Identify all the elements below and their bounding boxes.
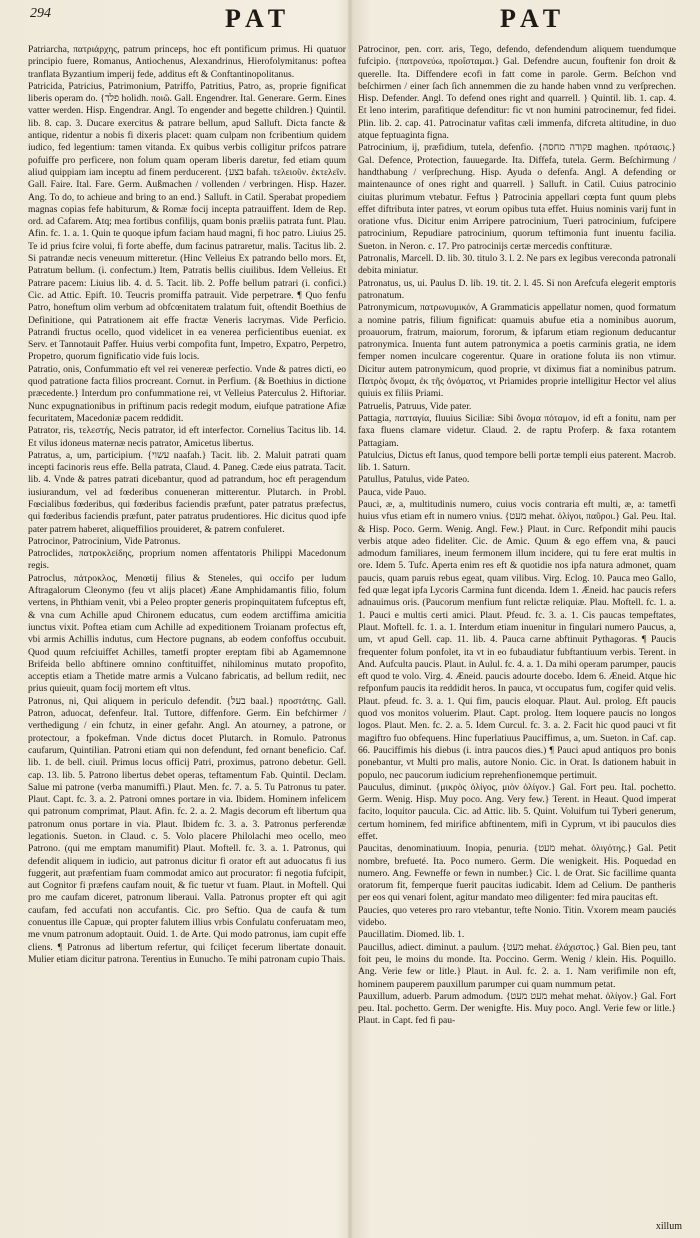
running-header-right: PAT xyxy=(500,4,567,33)
right-column xyxy=(358,44,676,1228)
dictionary-entry: Paucillatim. Diomed. lib. 1. xyxy=(358,929,465,941)
dictionary-entry: Patulcius, Dictus eft Ianus, quod tempore belli portæ templi eius paterent. Macrob. lib. 1. Saturn. xyxy=(358,449,676,474)
dictionary-entry: Patronatus, us, ui. Paulus D. lib. 19. tit. 2. l. 45. Si non Arefcufa elegerit emptoris patronatum. xyxy=(358,277,676,301)
catchword: xillum xyxy=(655,1221,682,1232)
dictionary-entry: Patrator, ris, τελεστής, Necis patrator, id eft interfector. Cornelius Tacitus lib. 14. Et vilus idoneus maternæ necis patrator, Amicetus libertus. xyxy=(28,425,346,449)
dictionary-entry: Patratus, a, um, participium. {עשוי naafah.} Tacit. lib. 2. Maluit patrati quam incepti facinoris reus effe. Bella patrata, Claud. 4. Paneg. Cæde eius patrata. Tacit. lib. 4. Vnde & patres patrati dicebantur, quod ad patrandum, hoc eft peragendum iusiurandum, vel ad fœderibus conueneran mitterentur. Plutarch. in Probl. Fœcialibus fœderibus, qui fœderibus faciendis præfunt, pater patratus præfectus, qui fœderibus faciendis præfunt, pater patratus prudentiores. Hic dicitus quod ipfe pater patrem haberet, aliqueffilios prouideret, & patrem confuleret. xyxy=(28,449,346,535)
dictionary-entry: Patroclus, πάτροκλος, Menœtij filius & Steneles, qui occifo per ludum Aftragalorum Cleonymo (feu vt alijs placet) Æane Amphidamantis filio, folum vertens, in Phthiam venit, vbi a Peleo propter generis propinquitatem fufceptus eft, & vna cum Achille apud Chironem educatus, cum eodem arctiffima amicitia iunctus vixit. Poftea etiam cum Achille ad expeditionem Troianam profectus eft, vbi armis Achillis indutus, cum Hectore pugnans, ab eodem confoffus occubuit. Quod quum refciuiffet Achilles, tametfi propter ereptam fibi ab Agamemnone Brifeida bello abftinere omnino conftituiffet, nihilominus mutato propofito, acceptis etiam a Thetide matre armis a Vulcano fabricatis, ad bellum rediit, nec prius quieuit, quam focij mortem eft vltus. xyxy=(28,572,346,695)
dictionary-entry: Paucillus, adiect. diminut. a paulum. {מעט mehat. ἐλάχιστος.} Gal. Bien peu, tant foit peu, le moins du monde. Ita. Poccino. Germ. Wenig / klein. His. Poquillo. Ang. Verie few or litle.} Plaut. in Aul. fc. 2. a. 1. Nam verifimile non eft, hominem pauperem pauxillum parumper cui quam nummum petat. xyxy=(358,941,676,990)
dictionary-entry: Patrocinium, ij, præfidium, tutela, defenfio. {פקודה מחסה maghen. πρότασις.} Gal. Defence, Protection, fauuegarde. Ita. Diffefa, tutela. Germ. Beſchirmung / handthabung / verſprechung. Hisp. Ayuda o defenfa. Angl. A defending or maintenaunce of ones right and quarrell. } Salluft. in Catil. Cuius patrocinio ciuitas plurimum vtebatur. Feftus } Patrocinia appellari cœpta funt quum plebs effet diftributa inter patres, vt eorum opibus tuta effet. Huius nominis varij funt in oratione vfus. Dicitur enim Arripere patrocinium, Tueri patrocinium, fufcipere patrocinium, Repudiare patrocinium, quorum teftimonia funt inuentu facilia. Sueton. in Neron. c. 17. Pro patrocinijs certæ mercedis conftituræ. xyxy=(358,142,676,252)
dictionary-entry: Patrocinor, pen. corr. aris, Tego, defendo, defendendum aliquem tuendumque fufcipio. {πατρονεύω, προΐσταμαι.} Gal. Defendre aucun, fouftenir fon droit & querelle. Ita. Diffendere ecofi in fatt come in parole. Germ. Beſchon vnd beſchirmen / einer ſach ſich annemmen die zu hande haben vnnd zu verſprechen. Hisp. Defender. Angl. To defend ones right and quarrell. } Quintil. lib. 1. cap. 4. Et leno interim, parafitique defenditur: fic vt non humini patrocinemur, fed fidei. Plin. lib. 2. cap. 41. Patrocinatur vafitas cæli immenfa, difcreta altitudine, in duo atque feptuaginta figna. xyxy=(358,44,676,142)
dictionary-entry: Pauci, æ, a, multitudinis numero, cuius vocis contraria eft multi, æ, a: tametfi huius vfus etiam eft in numero vnius. {מעט mehat. ὀλίγοι, παῦροι.} Gal. Peu. Ital. & Hisp. Poco. Germ. Wenig. Angl. Few.} Plaut. in Curc. Refpondit mihi paucis verbis atque adeo fideliter. Cic. de Amic. Quum & ego effem vna, & pauci admodum familiares, ineum fermonem illum incidere, qui tu fere erat multis in ore. Idem 5. Tufc. Aperta enim res eft & quotidie nos ipfa natura admonet, quam paucis, quam paruis rebus egeat, quam vilibus. Virg. Eclog. 10. Pauca meo Gallo, fed quæ legat ipfa Lycoris Carmina funt dicenda. Idem 1. Æneid. hac paucis refers adnauimus oris. (Paucorum menfium funt relictæ reliquiæ. Plau. Moftell. fc. 1. a. 1. Pauci e multis certi amici. Plaut. Pfeud. fc. 3. a. 1. Cis paucas tempeftates, Plaut. Moftell. fc. 1. a. 1. Interdum etiam inuenitur in fingulari numero Paucus, a, um, vt apud Gell. cap. 11. lib. 4. Pauca carne abftinuit Pythagoras. ¶ Paucis frequenter folum ponfolet, ita vt in eo fubaudiatur fubftantiuum verbis. Terent. in And. Aufculta paucis. Plaut. in Aulul. fc. 4. a. 1. Da mihi operam parumper, paucis eft quod te volo. Virg. 4. Æneid. paucis adourte docebo. Idem 6. Æneid. Atque hic refponfum paucis ita reddidit heros. In pauca, vt occupatus fum, cogifer quid velis. Plaut. pfeud. fc. 3. a. 1. Qui fim, paucis eloquar. Plaut. Aul. prolog. Eft paucis quod vos monitos voluerim. Plaut. Capt. prolog. Item loquere paucis no longos logos. Plaut. Men. fc. 2. a. 5. Idem Curcul. fc. 3. a. 2. Facit hic quod pauci vt fit magiftro fuo obfequens. Hinc fuperlatiuus Pauciffimus, a, um. Sueton. in Caf. cap. 66. Pauciffimis his diebus (i. intra paucos dies.) ¶ Pauci apud antiquos pro bonis ponebantur, vt Multi pro malis, autore Nonio. Cic. in Orat. Is dationem habuit in populo, nec paucorum iudicium reprehenfionemque pertimuit. xyxy=(358,498,676,781)
dictionary-entry: Paucitas, denominatiuum. Inopia, penuria. {מעט mehat. ὀλιγότης.} Gal. Petit nombre, brefueté. Ita. Poco numero. Germ. Die wenigkeit. His. Poquedad en numero. Ang. Fewneffe or fewn in number.} Cic. l. de Orat. Sic facillime quanta oratorum fit, femperque fuerit paucitas iudicabit. Idem ad Celium. De pantheris per eos qui venari folent, agitur mandato meo diligenter: fed mira paucitas eft. xyxy=(358,843,676,904)
dictionary-entry: Pattagia, πατταγία, fluuius Siciliæ: Sibi ὄνομα πόταμον, id eft a fonitu, nam per faxa fluens clamare videtur. Claud. 2. de raptu Proferp. & faxa rotantem Pattagiam. xyxy=(358,412,676,449)
dictionary-entry: Patruelis, Patruus, Vide pater. xyxy=(358,400,472,412)
left-column xyxy=(28,44,346,1228)
dictionary-entry: Paucies, quo veteres pro raro vtebantur, tefte Nonio. Titin. Vxorem meam pauciés videbo. xyxy=(358,904,676,929)
dictionary-entry: Patriarcha, πατριάρχης, patrum princeps, hoc eft pontificum primus. Hi quatuor principio fuere, Romanus, Antiochenus, Alexandrinus, Hierofolymitanus: poftea tranflata Byzantium imperij fede, additus eft & Conftantinopolitanus. xyxy=(28,44,346,80)
dictionary-entry: Patullus, Patulus, vide Pateo. xyxy=(358,474,470,486)
dictionary-entry: Patronus, ni, Qui aliquem in periculo defendit. {בעל baal.} προστάτης. Gall. Patron, aduocat, defenfeur. Ital. Tuttore, diffenfore. Germ. Ein befchirmer / verthedigung / ein fchutz, in einer gefahr. Angl. An atourney, a patrone, or protectour, a fpokefman. Vnde dictus docet Plutarch. in Romulo. Patronus caufarum, Quintilian. Patroni etiam qui non defendunt, fed ornant beneficio. Caf. lib. 1. de bell. ciuil. Primus locus officij Patri, proximus, patrono debetur. Gell. cap. 13. lib. 5. Patrono libertus debet operas, teftamentum Fab. Quintil. Declam. Salue mi patrone (verba manumiffi.) Plaut. Men. fc. 7. a. 5. Tu Patronus tu pater. Plaut. Capt. fc. 3. a. 2. Patroni omnes portare in via. Ibidem. Hominem infelicem qui patronum comprimat, Plaut. Afin. fc. 2. a. 2. Magis decorum eft libertum qua patronum onus portare in via. Plaut. Ibidem fc. 3. a. 3. Patronus perferendæ legationis. Sueton. in Claud. c. 5. Volo placere Philolachi meo ocello, meo Patrono. (qui me emptam manumifit) Plaut. Moftell. fc. 3. a. 1. Patronus, qui defendit aliquem in iudicio, aut patronus dicitur fi orator eft aut aduocatus fi ius fuggerit, aut præfentiam fuam commodat amico aut procurator: fi negotia fufcipit, aut Cognitor fi præfens caufam nouit, & fic tuetur vt fuam. Plaut. in Moftell. Qui pro me caufam diceret, patronum liberaui. Valla. Patronus propter eft qui agit caufam, fed accufati non accufantis. Cic. pro Seftio. Qua de caufa & tum conuentus ille Capuæ, qui propter falutem illius vrbis Confulatu conferuatam meo, me vnum patronum adoptauit. Ouid. 1. de Arte. Qui modo patronus, iam cupit effe cliens. ¶ Patronus ad libertum refertur, qui fciliçet fecerum libertate donauit. Mulier etiam dicitur patrona. Terentius in Eunucho. Te mihi patronam cupio Thais. xyxy=(28,695,346,965)
dictionary-entry: Patroclides, πατροκλείδης, proprium nomen affentatoris Philippi Macedonum regis. xyxy=(28,548,346,572)
dictionary-entry: Pauxillum, aduerb. Parum admodum. {מעט מעט mehat mehat. ὀλίγον.} Gal. Fort peu. Ital. pochetto. Germ. Der wenigfte. His. Muy poco. Angl. Verie few or litle.} Plaut. in Capt. fed fi pau- xyxy=(358,990,676,1027)
page-gutter xyxy=(347,0,353,1238)
dictionary-entry: Patronymicum, πατρωνυμικόν, A Grammaticis appellatur nomen, quod formatum a nomine patris, filium fignificat: quamuis abufue etia a nominibus auorum, proauorum, fratrum, maiorum, fororum, & ipfarum etiam regionum deducantur patronymica. Inuenta funt autem patronymica a poetis carminis gratia, ne idem femper nomen inculcare cogerentur. Quare in oratione foluta iis non vtimur. Dicitur autem patronymicum, quod proprie, vt diximus fiat a nominibus patrum. Πατρὸς ὄνομα, ἐκ τῆς ὀνόματος, vt Priamides proprie intelligitur Hector vel alius quiuis ex filiis Priami. xyxy=(358,302,676,400)
dictionary-entry: Patricida, Patricius, Patrimonium, Patriffo, Patritius, Patro, as, proprie fignificat liberis operam do. {פלד holidh. ποιῶ. Gall. Engendrer. Ital. Generare. Germ. Eines vatter werden. Hisp. Engendrar. Angl. To engender and begette children.} Quintil. lib. 8. cap. 3. Ducare exercitus & patrare bellum, apud Salluft. Dicta fancte & antique, ridentur a nobis fi dixeris placet: quam culpam non fcribentium quidem iudico, fed legentium: tamen vitanda. Ex quibus verbis colligitur prifcos patrare pofuiffe pro perficere, non folum quam operam liberis daretur, fed etiam quum aliud quippiam iam inceptu ad finem perducerent. {בצע bafah. τελειοῦν. ἐκτελεῖν. Gall. Faire. Ital. Fare. Germ. Außmachen / vollenden / verbringen. Hisp. Hazer. Ang. To do, to achieue and bring to an end.} Salluft. in Catil. Sperabat propediem magnas copias fefe habiturum, & Romæ focij incepta patrauiffent. Idem de Rep. ord. ad Cafarem. Atq; mea fortibus confilijs, quam bonis præliis patrata funt. Plau. Afin. fc. 1. a. 1. Quin te quoque ipfum faciam haud magni, fi hoc patro. Liuius 25. Te id prius fcire volui, fi forte abeffe, dum facinus patraretur, malis. Tacitus lib. 2. Si patrandæ necis veneuum mitteretur. (Hinc Velleius Ex patrando bello mors. Et, Patratum bellum. (i. confectum.) Item, Patratis bellis ciuilibus. Idem Velleius. Et Patrare pacem: Liuius lib. 4. d. 5. Tacit. lib. 2. Poffe bellum patrari (i. confici.) Cic. ad Attic. Epift. 10. Teucris promiffa patrauit. Vide perpetrare. ¶ Quo fenfu Patro, honeftum olim verbum ad obfcœnitatem tralatum fuit, oftendit Boethius de Definitione, qui Patrationem ait effe fractæ Veneris lacrymas. Vide Perficio. Patrandi fructus ocello, quod videlicet in ea venerea perficientibus eueniat. ex Serv. et Tannotauit Paffer. Huius verbi compofita funt, Impetro, Expatro, Perpetro, Propetro, quorum fignificatio vide fuis locis. xyxy=(28,80,346,363)
dictionary-entry: Patronalis, Marcell. D. lib. 30. titulo 3. l. 2. Ne pars ex legibus vereconda patronali debita miniatur. xyxy=(358,253,676,277)
dictionary-entry: Patrocinor, Patrocinium, Vide Patronus. xyxy=(28,535,181,547)
dictionary-entry: Pauculus, diminut. {μικρὸς ὀλίγος, μιὸν ὀλίγον.} Gal. Fort peu. Ital. pochetto. Germ. Wenig. Hisp. Muy poco. Ang. Very few.} Terent. in Heaut. Quod imperat facito, loquitor paucula. Cic. ad Attic. lib. 5. Quint. Voluifum tui Tyberi generum, certum hominem, fed mirifice abftinentem, mifi in Cyprum, vt ibi pauculos dies effet. xyxy=(358,781,676,842)
running-header-left: PAT xyxy=(225,4,292,33)
page-number: 294 xyxy=(30,6,51,21)
dictionary-entry: Patratio, onis, Confummatio eft vel rei venereæ perfectio. Vnde & patres dicti, eo quod patratione facta filios procreant. Cornut. in Perfium. {& Boethius in dictione præcedente.} Interdum pro confummatione rei, vt Velleius Paterculus 2. Hiftoriar. Nunc expugnationibus in priftinum pacis redegit modum, eiufque patratione Afiæ fecuritatem, Macedoniæ pacem reddidit. xyxy=(28,363,346,424)
dictionary-entry: Pauca, vide Pauo. xyxy=(358,486,427,498)
